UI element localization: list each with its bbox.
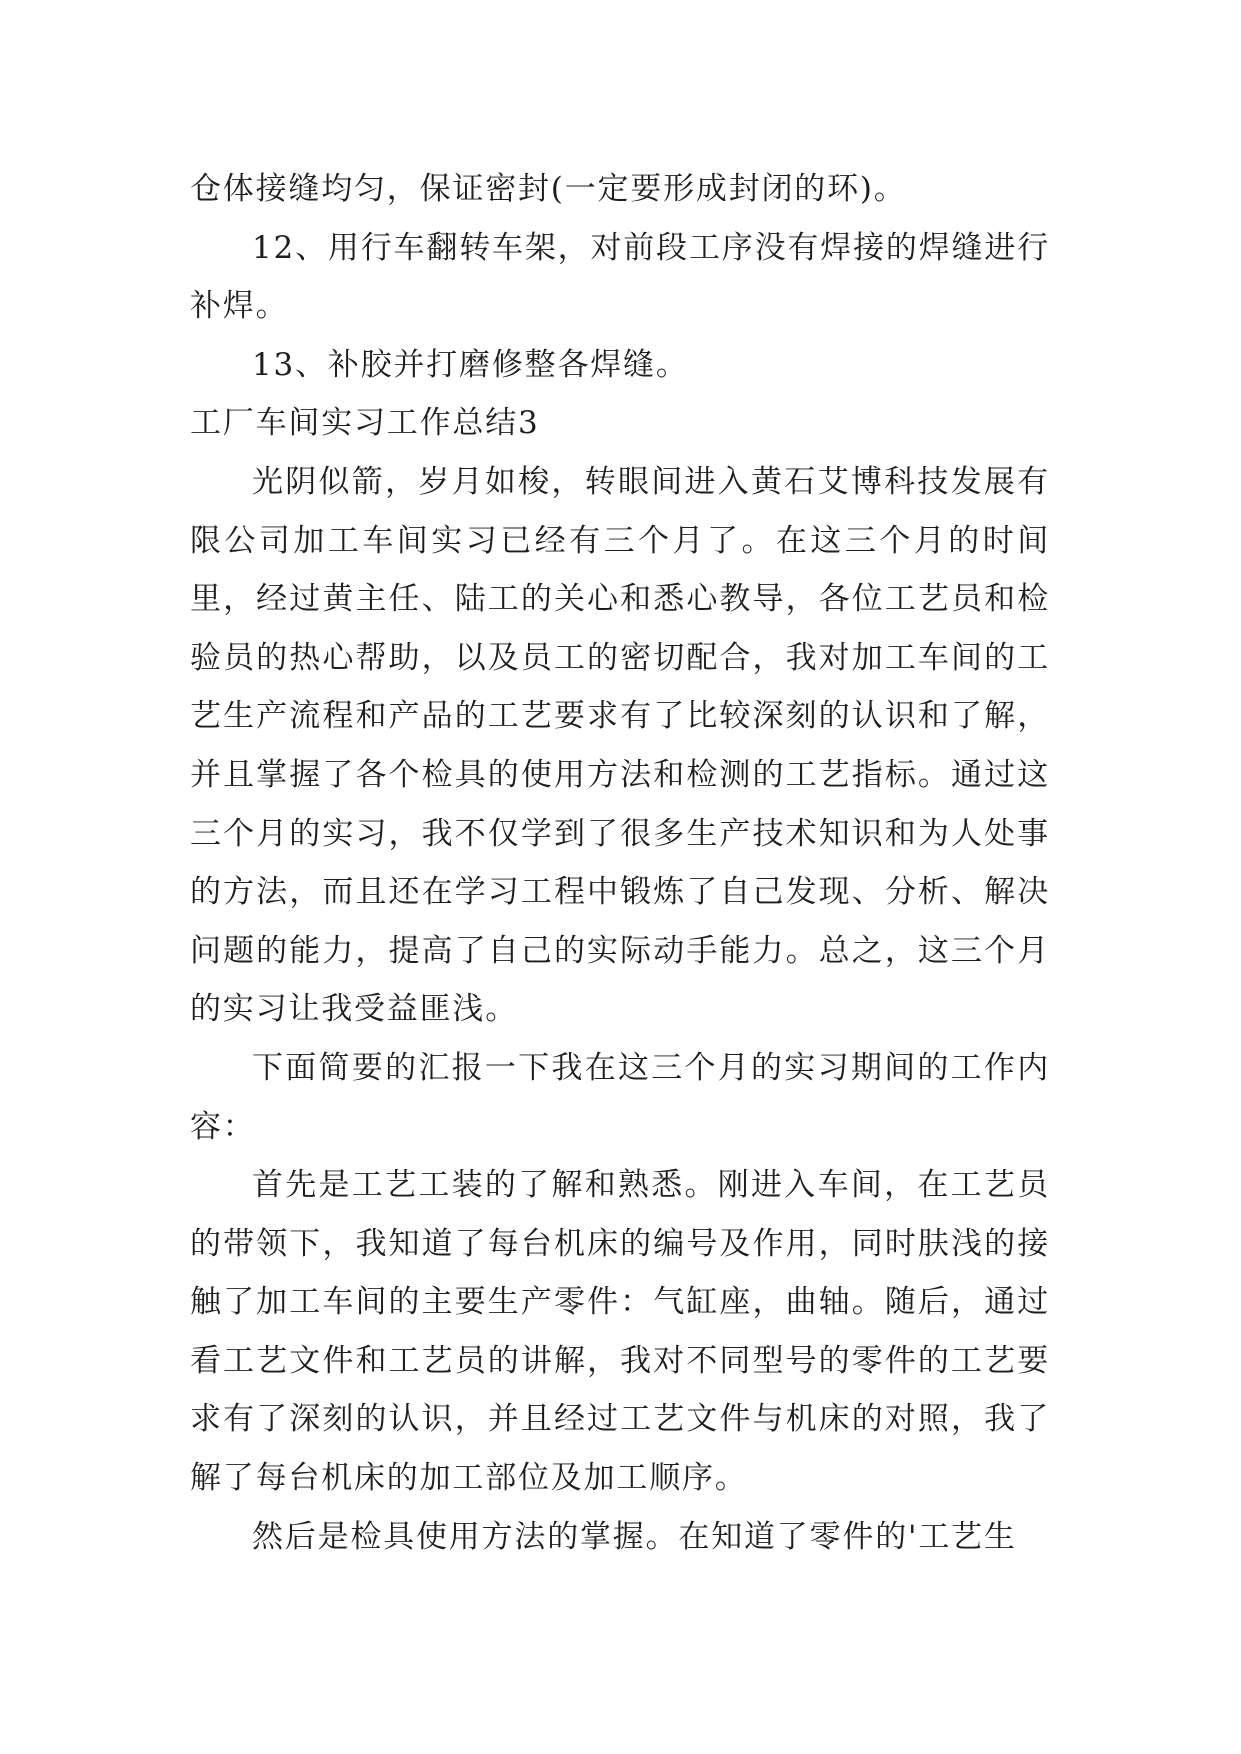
paragraph-intro: 光阴似箭，岁月如梭，转眼间进入黄石艾博科技发展有限公司加工车间实习已经有三个月了。在这三个月的时间里，经过黄主任、陆工的关心和悉心教导，各位工艺员和检验员的热心帮助，以及员工的密切配合，我对加工车间的工艺生产流程和产品的工艺要求有了比较深刻的认识和了解，并且掌握了各个检具的使用方法和检测的工艺指标。通过这三个月的实习，我不仅学到了很多生产技术知识和为人处事的方法，而且还在学习工程中锻炼了自己发现、分析、解决问题的能力，提高了自己的实际动手能力。总之，这三个月的实习让我受益匪浅。: [190, 463, 1050, 1028]
paragraph-process-familiarization: 首先是工艺工装的了解和熟悉。刚进入车间，在工艺员的带领下，我知道了每台机床的编号及作用，同时肤浅的接触了加工车间的主要生产零件：气缸座，曲轴。随后，通过看工艺文件和工艺员的讲解，我对不同型号的零件的工艺要求有了深刻的认识，并且经过工艺文件与机床的对照，我了解了每台机床的加工部位及加工顺序。: [190, 1167, 1050, 1497]
document-body: [190, 160, 1050, 1566]
paragraph-step-12: 12、用行车翻转车架，对前段工序没有焊接的焊缝进行补焊。: [190, 229, 1050, 325]
paragraph-inspection-tools: 然后是检具使用方法的掌握。在知道了零件的'工艺生: [252, 1518, 1017, 1555]
paragraph-continuation: 仓体接缝均匀，保证密封(一定要形成封闭的环)。: [190, 171, 907, 207]
paragraph-step-13: 13、补胶并打磨修整各焊缝。: [252, 346, 689, 383]
paragraph-report-intro: 下面简要的汇报一下我在这三个月的实习期间的工作内容：: [190, 1049, 1050, 1145]
section-heading: 工厂车间实习工作总结3: [190, 405, 540, 442]
